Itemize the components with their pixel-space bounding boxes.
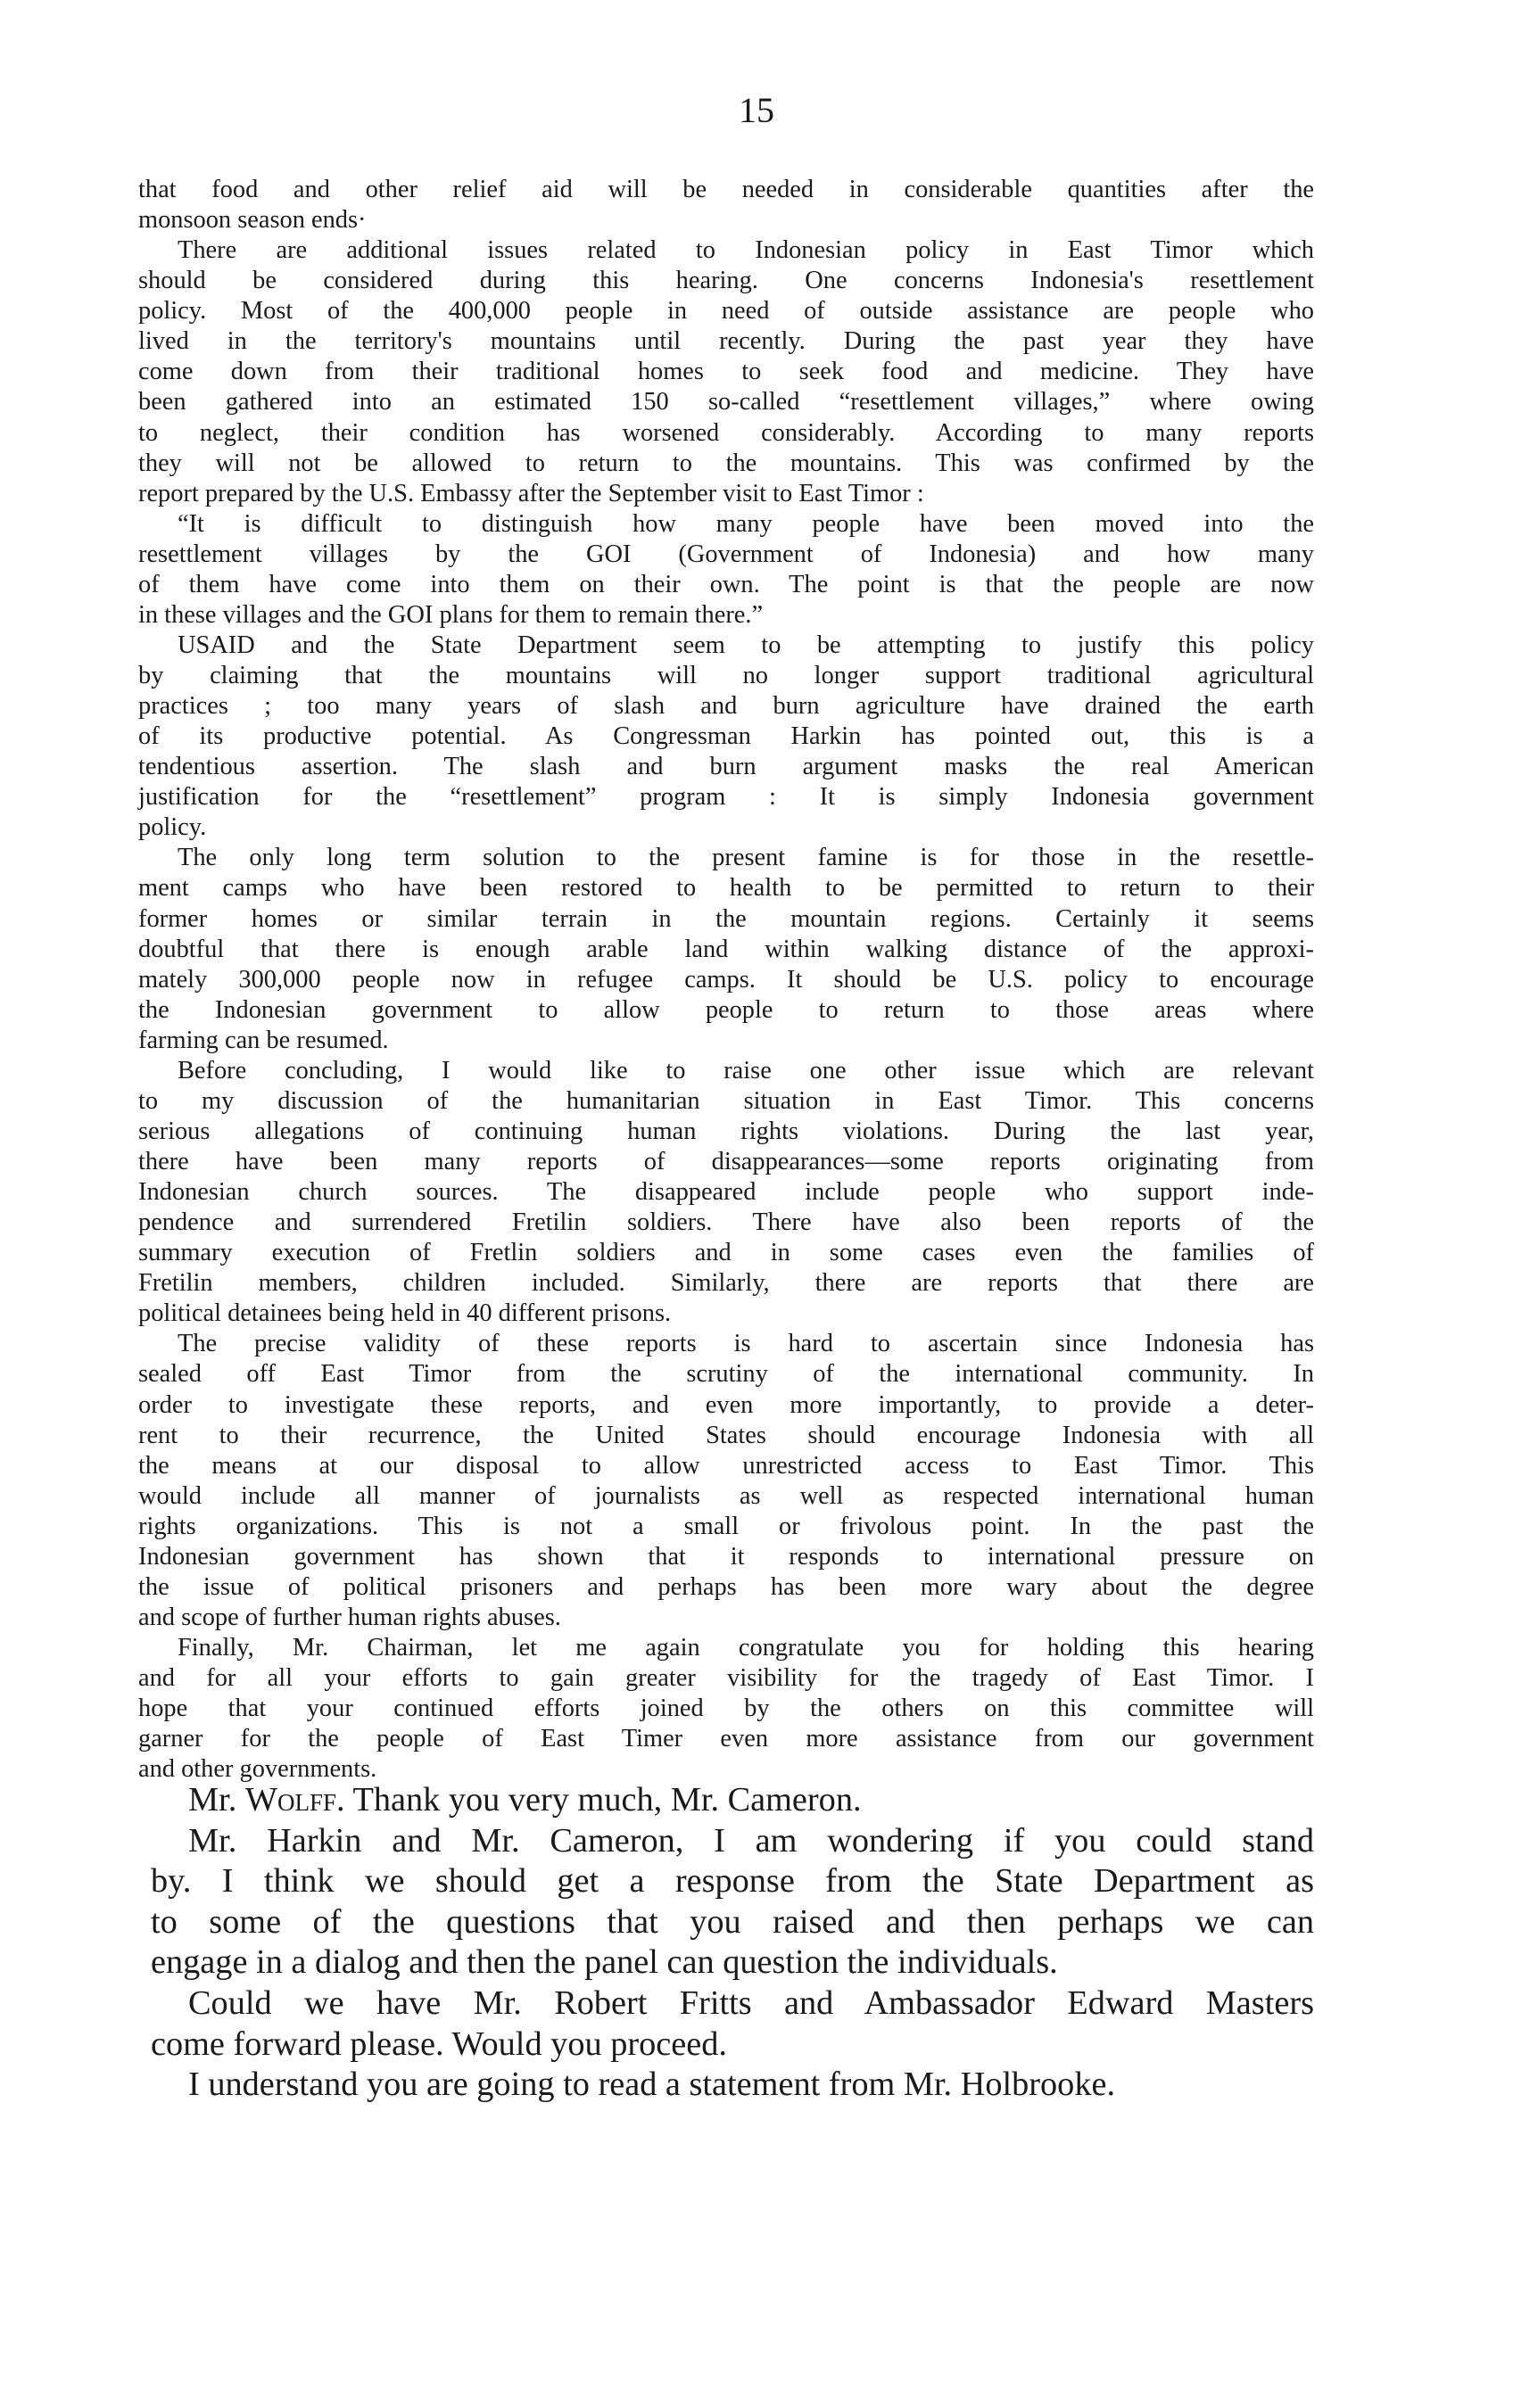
statement-line: farming can be resumed.	[138, 1026, 389, 1054]
transcript-line: Could we have Mr. Robert Fritts and Ambassador Edward Masters	[188, 1983, 1314, 2022]
statement-paragraph	[138, 235, 1314, 509]
statement-line: would include all manner of journalists as well as respected international human	[138, 1481, 1314, 1510]
statement-line: summary execution of Fretlin soldiers and in some cases even the families of	[138, 1239, 1314, 1267]
statement-line: USAID and the State Department seem to be attempting to justify this policy	[178, 631, 1314, 659]
transcript-paragraph	[151, 1983, 1314, 2065]
hearing-transcript	[151, 1780, 1314, 2106]
statement-line: and for all your efforts to gain greater visibility for the tragedy of East Timor. I	[138, 1664, 1314, 1693]
statement-line: there have been many reports of disappearances—some reports originating from	[138, 1148, 1314, 1175]
statement-paragraph	[138, 631, 1314, 843]
statement-line: order to investigate these reports, and even more importantly, to provide a deter-	[138, 1390, 1314, 1419]
statement-line: the issue of political prisoners and perhaps has been more wary about the degree	[138, 1572, 1314, 1601]
statement-line: been gathered into an estimated 150 so-called “resettlement villages,” where owing	[138, 388, 1314, 416]
statement-paragraph	[138, 509, 1314, 631]
statement-line: Finally, Mr. Chairman, let me again congratulate you for holding this hearing	[178, 1634, 1314, 1662]
transcript-line: Mr. Harkin and Mr. Cameron, I am wondering if you could stand	[188, 1821, 1314, 1860]
statement-line: they will not be allowed to return to the mountains. This was confirmed by the	[138, 449, 1314, 477]
statement-line: doubtful that there is enough arable land within walking distance of the approxi-	[138, 935, 1314, 963]
statement-line: policy. Most of the 400,000 people in need of outside assistance are people who	[138, 297, 1314, 326]
statement-line: political detainees being held in 40 different prisons.	[138, 1299, 672, 1328]
statement-line: former homes or similar terrain in the mountain regions. Certainly it seems	[138, 904, 1314, 933]
statement-paragraph	[138, 1056, 1314, 1330]
statement-line: The only long term solution to the present famine is for those in the resettle-	[178, 844, 1314, 872]
statement-line: sealed off East Timor from the scrutiny of the international community. In	[138, 1360, 1314, 1389]
speaker-suffix: .	[336, 1781, 345, 1818]
statement-line: garner for the people of East Timer even more assistance from our government	[138, 1725, 1314, 1753]
statement-paragraph	[138, 1633, 1314, 1785]
statement-line: monsoon season ends·	[138, 206, 367, 235]
transcript-continuation	[151, 1821, 1314, 2106]
statement-line: “It is difficult to distinguish how many people have been moved into the	[178, 509, 1314, 538]
statement-paragraph	[138, 1329, 1314, 1633]
statement-line: and other governments.	[138, 1755, 377, 1784]
statement-line: report prepared by the U.S. Embassy after the September visit to East Timor :	[138, 479, 924, 507]
transcript-line: come forward please. Would you proceed.	[151, 2025, 727, 2063]
statement-line: tendentious assertion. The slash and burn argument masks the real American	[138, 753, 1314, 781]
statement-line: policy.	[138, 813, 207, 842]
transcript-paragraph	[151, 1821, 1314, 1983]
statement-line: that food and other relief aid will be needed in considerable quantities after the	[138, 176, 1314, 203]
statement-line: in these villages and the GOI plans for them to remain there.”	[138, 600, 764, 629]
statement-paragraph	[138, 175, 1314, 235]
statement-paragraph	[138, 843, 1314, 1055]
page-number: 15	[739, 90, 774, 130]
transcript-line: by. I think we should get a response from the State Department as	[151, 1862, 1314, 1901]
transcript-line	[151, 1780, 1314, 1821]
statement-line: to my discussion of the humanitarian situation in East Timor. This concerns	[138, 1086, 1314, 1115]
transcript-line: to some of the questions that you raised and then perhaps we can	[151, 1902, 1314, 1941]
transcript-text: Thank you very much, Mr. Cameron.	[344, 1781, 862, 1818]
statement-line: The precise validity of these reports is hard to ascertain since Indonesia has	[178, 1330, 1314, 1358]
statement-line: should be considered during this hearing. One concerns Indonesia's resettlement	[138, 267, 1314, 295]
statement-line: Indonesian church sources. The disappeared include people who support inde-	[138, 1178, 1314, 1207]
statement-line: serious allegations of continuing human rights violations. During the last year,	[138, 1117, 1314, 1145]
statement-line: come down from their traditional homes to seek food and medicine. They have	[138, 358, 1314, 386]
statement-line: the means at our disposal to allow unrestricted access to East Timor. This	[138, 1451, 1314, 1480]
prepared-statement	[138, 175, 1314, 1785]
statement-line: rights organizations. This is not a small or frivolous point. In the past the	[138, 1512, 1314, 1540]
statement-line: There are additional issues related to Indonesian policy in East Timor which	[178, 236, 1314, 265]
statement-line: resettlement villages by the GOI (Government of Indonesia) and how many	[138, 540, 1314, 568]
statement-line: to neglect, their condition has worsened considerably. According to many reports	[138, 418, 1314, 447]
statement-line: pendence and surrendered Fretilin soldiers. There have also been reports of the	[138, 1208, 1314, 1237]
transcript-line: I understand you are going to read a statement from Mr. Holbrooke.	[188, 2066, 1116, 2104]
statement-line: Fretilin members, children included. Similarly, there are reports that there are	[138, 1269, 1314, 1298]
statement-line: the Indonesian government to allow people to return to those areas where	[138, 995, 1314, 1024]
statement-line: lived in the territory's mountains until recently. During the past year they have	[138, 327, 1314, 356]
transcript-paragraph	[151, 2065, 1314, 2106]
statement-line: and scope of further human rights abuses.	[138, 1603, 561, 1631]
statement-line: justification for the “resettlement” program : It is simply Indonesia government	[138, 783, 1314, 812]
statement-line: rent to their recurrence, the United States should encourage Indonesia with all	[138, 1421, 1314, 1449]
statement-line: Before concluding, I would like to raise one other issue which are relevant	[178, 1056, 1314, 1084]
statement-line: of its productive potential. As Congressman Harkin has pointed out, this is a	[138, 722, 1314, 751]
statement-line: by claiming that the mountains will no longer support traditional agricultural	[138, 662, 1314, 689]
speaker-prefix: Mr.	[188, 1781, 245, 1818]
statement-line: hope that your continued efforts joined by the others on this committee will	[138, 1695, 1314, 1723]
transcript-line: engage in a dialog and then the panel can question the individuals.	[151, 1943, 1058, 1982]
statement-line: Indonesian government has shown that it responds to international pressure on	[138, 1542, 1314, 1571]
statement-line: of them have come into them on their own. The point is that the people are now	[138, 570, 1314, 598]
speaker-name: Wolff	[244, 1781, 337, 1818]
statement-line: practices ; too many years of slash and burn agriculture have drained the earth	[138, 692, 1314, 721]
statement-line: mately 300,000 people now in refugee camps. It should be U.S. policy to encourage	[138, 965, 1314, 994]
statement-line: ment camps who have been restored to health to be permitted to return to their	[138, 874, 1314, 903]
transcript-paragraph-wolff	[151, 1780, 1314, 1821]
